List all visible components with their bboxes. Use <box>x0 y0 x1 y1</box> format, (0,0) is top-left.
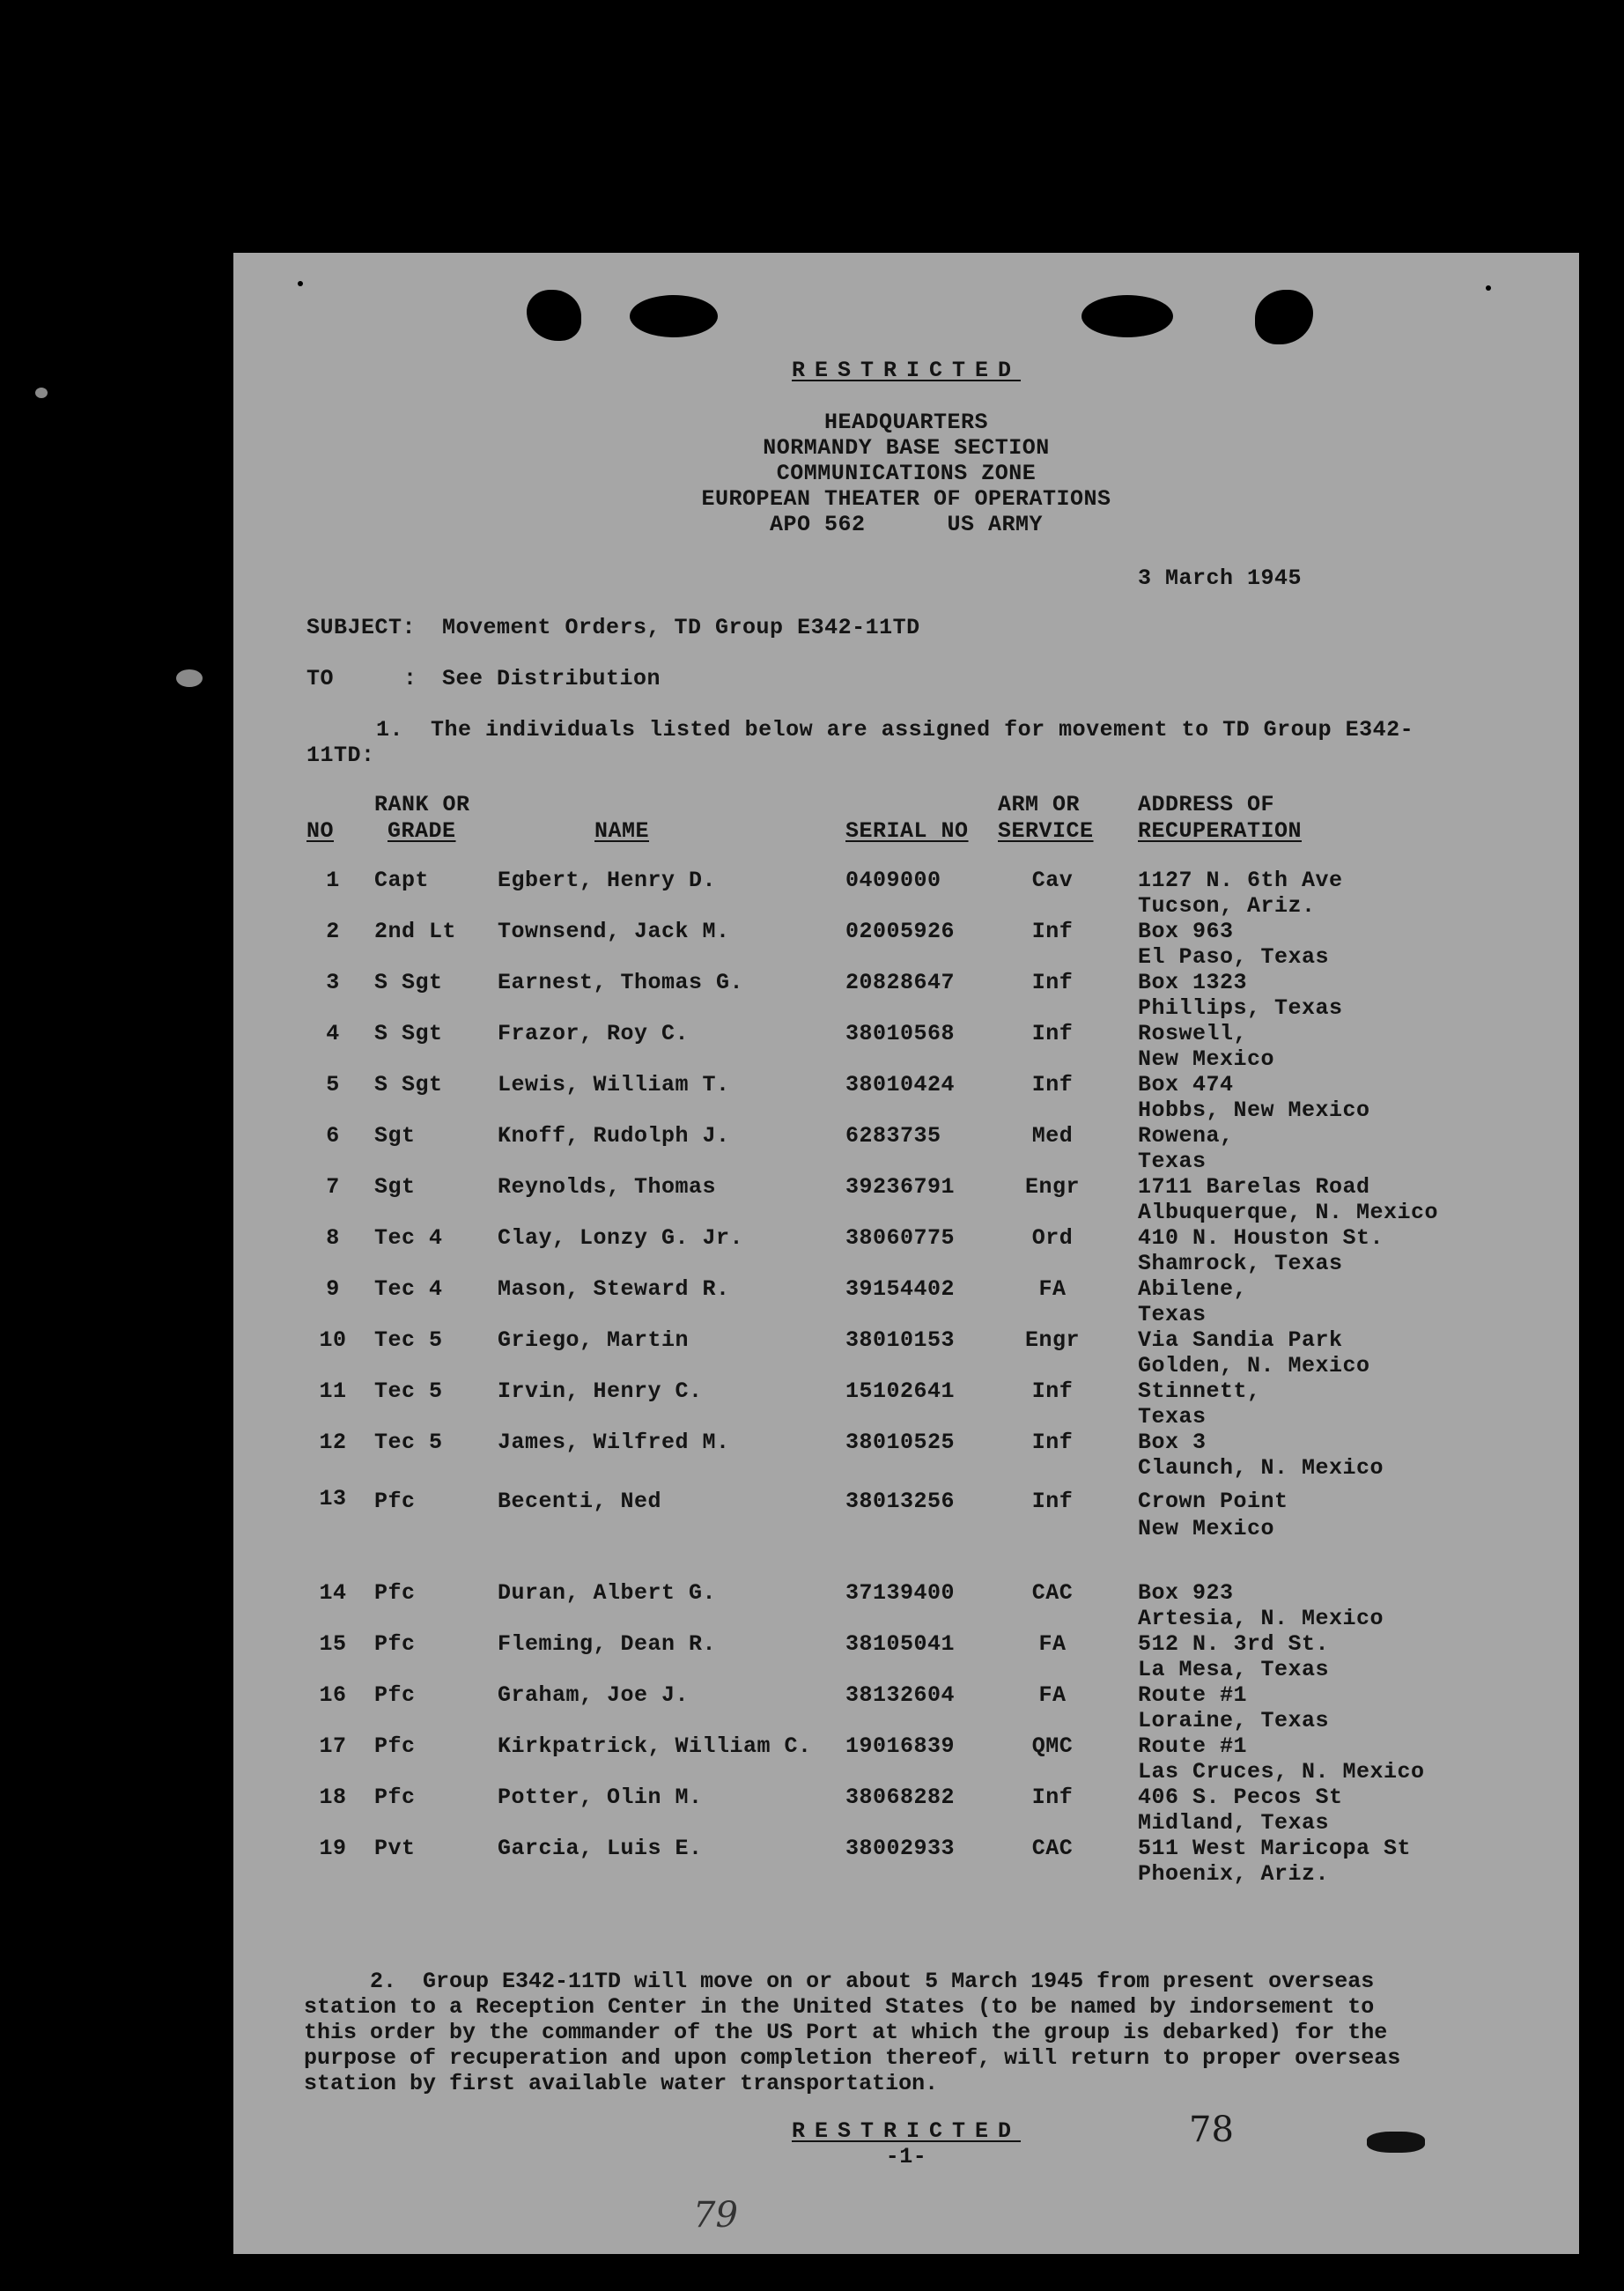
row-serial: 38002933 <box>845 1836 956 1861</box>
row-address-2: Loraine, Texas <box>1138 1708 1330 1733</box>
row-arm: Inf <box>1031 970 1074 995</box>
speck <box>298 281 303 286</box>
header-addr-top: ADDRESS OF <box>1138 792 1275 817</box>
row-rank: Pvt <box>374 1836 416 1861</box>
stamped-page-number: 78 <box>1189 2110 1234 2150</box>
row-no: 12 <box>319 1430 347 1455</box>
row-name: Clay, Lonzy G. Jr. <box>498 1225 744 1251</box>
header-rank-bottom: GRADE <box>388 818 456 844</box>
row-address-2: Texas <box>1138 1149 1207 1174</box>
row-no: 15 <box>319 1631 347 1657</box>
row-no: 4 <box>326 1021 340 1046</box>
row-arm: FA <box>1038 1682 1067 1708</box>
row-rank: Tec 4 <box>374 1225 443 1251</box>
row-address-1: Box 1323 <box>1138 970 1248 995</box>
row-address-1: 406 S. Pecos St <box>1138 1785 1343 1810</box>
row-name: Egbert, Henry D. <box>498 868 717 893</box>
header-serial: SERIAL NO <box>845 818 969 844</box>
row-arm: Inf <box>1031 1021 1074 1046</box>
scan-speck <box>176 669 203 687</box>
row-arm: Inf <box>1031 919 1074 944</box>
row-no: 5 <box>326 1072 340 1097</box>
para2-line: station to a Reception Center in the United States (to be named by indorsement to <box>304 1994 1375 2020</box>
row-arm: QMC <box>1031 1733 1074 1759</box>
row-rank: Capt <box>374 868 430 893</box>
para2-line: purpose of recuperation and upon completion thereof, will return to proper overseas <box>304 2045 1401 2071</box>
row-rank: Pfc <box>374 1489 416 1514</box>
row-name: Graham, Joe J. <box>498 1682 690 1708</box>
classification-top: RESTRICTED <box>791 358 1022 383</box>
row-address-2: Hobbs, New Mexico <box>1138 1097 1370 1123</box>
header-no: NO <box>306 818 335 844</box>
row-address-2: New Mexico <box>1138 1516 1275 1541</box>
row-rank: Pfc <box>374 1580 416 1606</box>
row-serial: 20828647 <box>845 970 956 995</box>
row-name: Becenti, Ned <box>498 1489 662 1514</box>
page-marker: -1- <box>885 2144 927 2169</box>
para2-line: this order by the commander of the US Port at which the group is debarked) for the <box>304 2020 1388 2045</box>
row-name: Lewis, William T. <box>498 1072 730 1097</box>
row-serial: 38010525 <box>845 1430 956 1455</box>
row-serial: 02005926 <box>845 919 956 944</box>
classification-bottom: RESTRICTED <box>791 2118 1022 2144</box>
para2-line: 2. Group E342-11TD will move on or about 5 March 1945 from present overseas <box>304 1969 1375 1994</box>
row-address-1: Box 3 <box>1138 1430 1207 1455</box>
header-name: NAME <box>594 818 650 844</box>
row-arm: Cav <box>1031 868 1074 893</box>
row-address-1: Box 923 <box>1138 1580 1234 1606</box>
row-rank: S Sgt <box>374 1072 443 1097</box>
subject-text: Movement Orders, TD Group E342-11TD <box>442 615 920 640</box>
para1-line1: 1. The individuals listed below are assigned for movement to TD Group E342- <box>376 717 1414 743</box>
row-serial: 38105041 <box>845 1631 956 1657</box>
row-address-2: Phillips, Texas <box>1138 995 1343 1021</box>
row-name: Kirkpatrick, William C. <box>498 1733 812 1759</box>
row-address-2: Claunch, N. Mexico <box>1138 1455 1384 1481</box>
speck <box>1486 285 1491 291</box>
row-address-1: Crown Point <box>1138 1489 1288 1514</box>
row-address-1: 1127 N. 6th Ave <box>1138 868 1343 893</box>
row-rank: Tec 4 <box>374 1276 443 1302</box>
order-date: 3 March 1945 <box>1138 565 1303 591</box>
row-rank: Pfc <box>374 1785 416 1810</box>
paragraph-2 <box>304 1969 1554 2096</box>
row-rank: 2nd Lt <box>374 919 457 944</box>
row-address-2: Shamrock, Texas <box>1138 1251 1343 1276</box>
row-rank: Sgt <box>374 1123 416 1149</box>
row-no: 16 <box>319 1682 347 1708</box>
row-name: Duran, Albert G. <box>498 1580 717 1606</box>
row-name: Potter, Olin M. <box>498 1785 703 1810</box>
header-addr-bottom: RECUPERATION <box>1138 818 1303 844</box>
row-serial: 19016839 <box>845 1733 956 1759</box>
row-name: Reynolds, Thomas <box>498 1174 717 1200</box>
row-rank: Pfc <box>374 1682 416 1708</box>
row-serial: 38060775 <box>845 1225 956 1251</box>
to-label: TO <box>306 666 335 691</box>
row-name: Griego, Martin <box>498 1327 690 1353</box>
to-text: See Distribution <box>442 666 661 691</box>
punch-hole <box>630 295 718 337</box>
row-serial: 15102641 <box>845 1378 956 1404</box>
header-line-1: HEADQUARTERS <box>823 410 989 435</box>
row-address-1: 511 West Maricopa St <box>1138 1836 1412 1861</box>
header-arm-bottom: SERVICE <box>998 818 1094 844</box>
row-address-1: Route #1 <box>1138 1733 1248 1759</box>
row-address-1: Stinnett, <box>1138 1378 1261 1404</box>
row-address-2: Midland, Texas <box>1138 1810 1330 1836</box>
row-arm: Ord <box>1031 1225 1074 1251</box>
row-rank: Tec 5 <box>374 1327 443 1353</box>
punch-hole <box>1255 290 1313 344</box>
row-rank: Tec 5 <box>374 1378 443 1404</box>
row-no: 18 <box>319 1785 347 1810</box>
row-serial: 38013256 <box>845 1489 956 1514</box>
row-address-2: New Mexico <box>1138 1046 1275 1072</box>
row-address-1: Rowena, <box>1138 1123 1234 1149</box>
row-serial: 38068282 <box>845 1785 956 1810</box>
row-no: 3 <box>326 970 340 995</box>
row-address-1: 410 N. Houston St. <box>1138 1225 1384 1251</box>
row-no: 13 <box>319 1486 347 1511</box>
row-no: 6 <box>326 1123 340 1149</box>
row-arm: Engr <box>1024 1174 1080 1200</box>
row-address-2: Phoenix, Ariz. <box>1138 1861 1330 1887</box>
row-name: Fleming, Dean R. <box>498 1631 717 1657</box>
row-serial: 38132604 <box>845 1682 956 1708</box>
row-no: 8 <box>326 1225 340 1251</box>
row-serial: 39236791 <box>845 1174 956 1200</box>
row-arm: CAC <box>1031 1580 1074 1606</box>
row-serial: 39154402 <box>845 1276 956 1302</box>
row-no: 19 <box>319 1836 347 1861</box>
row-no: 9 <box>326 1276 340 1302</box>
row-address-1: Via Sandia Park <box>1138 1327 1343 1353</box>
row-serial: 37139400 <box>845 1580 956 1606</box>
header-arm-top: ARM OR <box>998 792 1081 817</box>
punch-hole <box>527 290 581 341</box>
row-address-2: El Paso, Texas <box>1138 944 1330 970</box>
row-name: Earnest, Thomas G. <box>498 970 744 995</box>
row-address-1: 512 N. 3rd St. <box>1138 1631 1330 1657</box>
row-address-1: Abilene, <box>1138 1276 1248 1302</box>
row-arm: CAC <box>1031 1836 1074 1861</box>
para2-line: station by first available water transportation. <box>304 2071 939 2096</box>
row-address-2: Tucson, Ariz. <box>1138 893 1316 919</box>
row-no: 14 <box>319 1580 347 1606</box>
row-no: 2 <box>326 919 340 944</box>
ink-blot <box>1367 2132 1425 2153</box>
handwritten-number: 79 <box>693 2195 738 2236</box>
to-separator: : <box>403 666 417 691</box>
row-rank: Tec 5 <box>374 1430 443 1455</box>
row-no: 10 <box>319 1327 347 1353</box>
header-rank-top: RANK OR <box>374 792 470 817</box>
header-line-5: APO 562 US ARMY <box>769 512 1044 537</box>
header-line-3: COMMUNICATIONS ZONE <box>776 461 1037 486</box>
row-name: Irvin, Henry C. <box>498 1378 703 1404</box>
row-address-1: 1711 Barelas Road <box>1138 1174 1370 1200</box>
row-name: Mason, Steward R. <box>498 1276 730 1302</box>
row-arm: Inf <box>1031 1072 1074 1097</box>
row-address-1: Route #1 <box>1138 1682 1248 1708</box>
row-serial: 0409000 <box>845 868 941 893</box>
document-page <box>233 253 1579 2254</box>
row-address-1: Roswell, <box>1138 1021 1248 1046</box>
row-no: 7 <box>326 1174 340 1200</box>
row-name: Frazor, Roy C. <box>498 1021 690 1046</box>
row-name: James, Wilfred M. <box>498 1430 730 1455</box>
row-no: 11 <box>319 1378 347 1404</box>
row-arm: FA <box>1038 1276 1067 1302</box>
scan-speck <box>35 388 48 398</box>
row-address-2: La Mesa, Texas <box>1138 1657 1330 1682</box>
row-arm: Inf <box>1031 1430 1074 1455</box>
row-address-2: Texas <box>1138 1404 1207 1430</box>
row-address-2: Las Cruces, N. Mexico <box>1138 1759 1425 1785</box>
row-serial: 6283735 <box>845 1123 941 1149</box>
row-address-1: Box 963 <box>1138 919 1234 944</box>
row-serial: 38010424 <box>845 1072 956 1097</box>
row-arm: Engr <box>1024 1327 1080 1353</box>
row-no: 1 <box>326 868 340 893</box>
row-address-2: Texas <box>1138 1302 1207 1327</box>
row-rank: Sgt <box>374 1174 416 1200</box>
row-rank: S Sgt <box>374 1021 443 1046</box>
header-line-2: NORMANDY BASE SECTION <box>763 435 1050 461</box>
header-line-4: EUROPEAN THEATER OF OPERATIONS <box>701 486 1111 512</box>
row-arm: Inf <box>1031 1489 1074 1514</box>
row-address-2: Artesia, N. Mexico <box>1138 1606 1384 1631</box>
punch-hole <box>1081 295 1173 337</box>
row-rank: Pfc <box>374 1631 416 1657</box>
row-name: Knoff, Rudolph J. <box>498 1123 730 1149</box>
row-address-2: Golden, N. Mexico <box>1138 1353 1370 1378</box>
row-name: Townsend, Jack M. <box>498 919 730 944</box>
row-arm: FA <box>1038 1631 1067 1657</box>
row-rank: S Sgt <box>374 970 443 995</box>
row-serial: 38010568 <box>845 1021 956 1046</box>
para1-line2: 11TD: <box>306 743 375 768</box>
row-serial: 38010153 <box>845 1327 956 1353</box>
row-address-2: Albuquerque, N. Mexico <box>1138 1200 1439 1225</box>
row-no: 17 <box>319 1733 347 1759</box>
subject-label: SUBJECT: <box>306 615 417 640</box>
row-arm: Inf <box>1031 1378 1074 1404</box>
row-address-1: Box 474 <box>1138 1072 1234 1097</box>
row-rank: Pfc <box>374 1733 416 1759</box>
row-arm: Med <box>1031 1123 1074 1149</box>
row-arm: Inf <box>1031 1785 1074 1810</box>
row-name: Garcia, Luis E. <box>498 1836 703 1861</box>
